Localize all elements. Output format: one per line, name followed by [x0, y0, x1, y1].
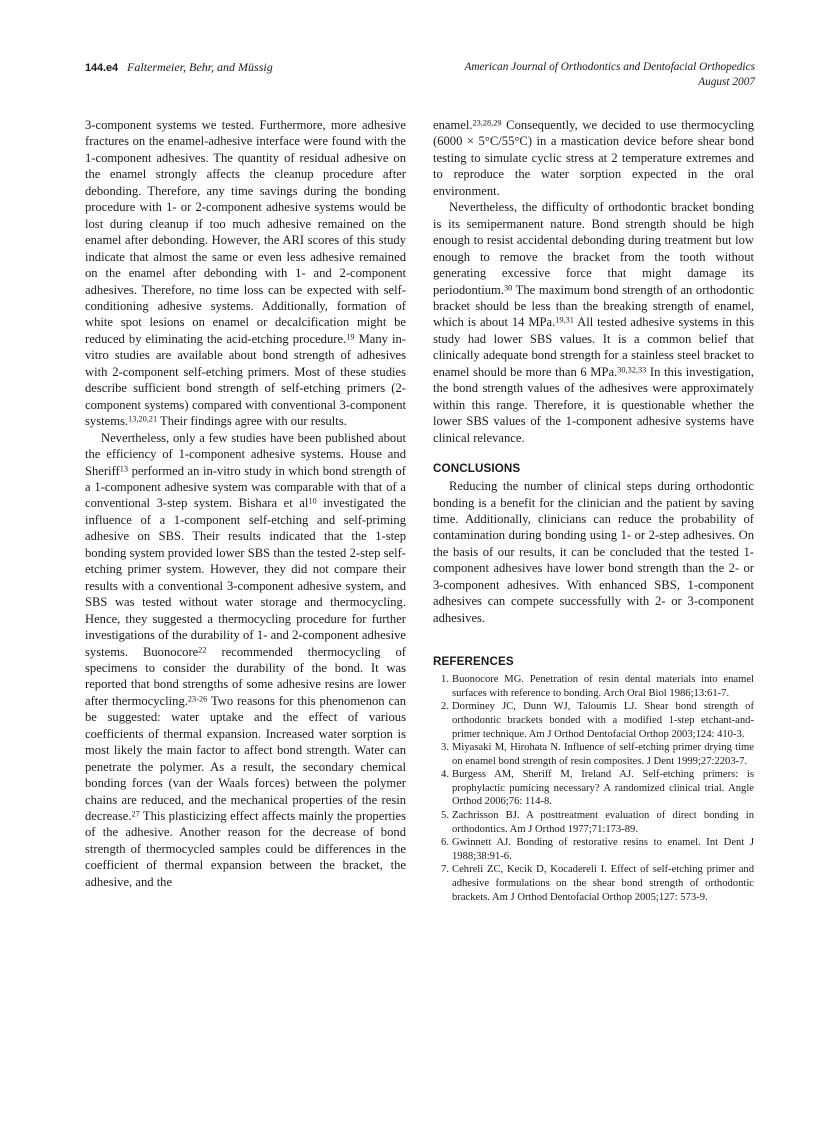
- text-run: The maximum bond strength of an orthodontic bracket should be less than the breaking strength of enamel, which is about 14 MPa.: [433, 282, 754, 330]
- running-head-right: [464, 60, 755, 89]
- text-run: This plasticizing effect affects mainly the properties of the adhesive. Another reason for the decrease of bond strength of thermocycled samples could be differences in the coefficient of thermal expansion between the bracket, the adhesive, and the: [85, 809, 406, 889]
- reference-item: Buonocore MG. Penetration of resin dental materials into enamel surfaces with reference to bonding. Arch Oral Biol 1986;13:61-7.: [452, 674, 754, 699]
- reference-item: Burgess AM, Sheriff M, Ireland AJ. Self-etching primers: is prophylactic pumicing necessary? A randomized clinical trial. Angle Orthod 2006;76: 114-8.: [452, 769, 754, 808]
- text-run: Two reasons for this phenomenon can be suggested: water uptake and the effect of various coefficients of thermal expansion. Increased water sorption is most likely the main factor to affect bond strength. Water can penetrate the polymer. As a result, the secondary chemical bonding forces (van der Waals forces) between the polymer chains are reduced, and the mechanical properties of the resin decrease.: [85, 693, 406, 824]
- reference-item: Cehreli ZC, Kecik D, Kocadereli I. Effect of self-etching primer and adhesive formulations on the shear bond strength of orthodontic brackets. Am J Orthod Dentofacial Orthop 2005;127: 573-9.: [452, 864, 754, 903]
- issue-date: August 2007: [698, 75, 755, 88]
- reference-list: [433, 673, 754, 904]
- running-head-left: [85, 60, 273, 76]
- paragraph: [85, 430, 406, 891]
- citation-ref: 23-26: [187, 694, 208, 704]
- reference-item: Miyasaki M, Hirohata N. Influence of self-etching primer drying time on enamel bond strength of resin composites. J Dent 1999;27:2203-7.: [452, 742, 754, 767]
- citation-ref: 23,28,29: [472, 118, 502, 128]
- text-run: Their findings agree with our results.: [157, 414, 347, 429]
- citation-ref: 13,20,21: [128, 414, 158, 424]
- text-run: Consequently, we decided to use thermocycling (6000 × 5°C/55°C) in a mastication device before shear bond testing to simulate cyclic stress at 2 temperature extremes and to reproduce the water sorption expected in the oral environment.: [433, 118, 754, 198]
- running-head-authors: Faltermeier, Behr, and Müssig: [127, 60, 273, 74]
- text-run: 3-component systems we tested. Furthermore, more adhesive fractures on the enamel-adhesive interface were found with the 1-component adhesives. The quantity of residual adhesive on the enamel strongly affects the cleanup procedure after debonding. Therefore, any time savings during the bonding procedure with 1- or 2-component adhesive systems would be lost during cleanup if too much adhesive remained on the enamel after debonding. However, the ARI scores of this study indicate that almost the same or even less adhesive remained on the enamel after debonding with 1- and 2-component adhesives. Therefore, no time loss can be expected with self-conditioning adhesive systems. Additionally, formation of white spot lesions on enamel or decalcification might be reduced by eliminating the acid-etching procedure.: [85, 118, 406, 346]
- citation-ref: 19: [346, 332, 355, 342]
- text-run: Many in-vitro studies are available about bond strength of adhesives with 2-component self-etching primers. Most of these studies describe sufficient bond strength of self-etching primers (2-component systems) compared with conventional 3-component systems.: [85, 331, 407, 429]
- page-folio: 144.e4: [85, 62, 119, 74]
- citation-ref: 10: [308, 496, 317, 506]
- text-run: In this investigation, the bond strength values of the adhesives were approximately within this range. Therefore, it is questionable whether the lower SBS values of the 1-component adhesive systems have clinical relevance.: [433, 364, 754, 445]
- text-run: performed an in-vitro study in which bond strength of a 1-component adhesive system was comparable with that of a conventional 3-step system. Bishara et al: [85, 463, 406, 511]
- column-left: [85, 117, 406, 1067]
- text-run: investigated the influence of a 1-component self-etching and self-priming adhesive on SBS. Their results indicated that the 1-step bonding system provided lower SBS than the tested 2-step self-etching primer system. However, they did not compare their results with a conventional 3-component adhesive system, and SBS was tested without water storage and thermocycling. Hence, they suggested a thermocycling procedure for further investigations of the durability of 1- and 2-component adhesive systems. Buonocore: [85, 496, 406, 659]
- citation-ref: 27: [131, 809, 140, 819]
- heading-references: REFERENCES: [433, 655, 514, 669]
- reference-item: Gwinnett AJ. Bonding of restorative resins to enamel. Int Dent J 1988;38:91-6.: [452, 837, 754, 862]
- citation-ref: 19,31: [555, 315, 574, 325]
- text-run: recommended thermocycling of specimens to consider the durability of the bond. It was reported that bond strengths of some adhesive resins are lower after thermocycling.: [85, 644, 406, 708]
- text-run: Nevertheless, only a few studies have been published about the efficiency of 1-component adhesive systems. House and Sheriff: [85, 430, 406, 478]
- citation-ref: 22: [198, 645, 207, 655]
- running-head: [85, 60, 755, 89]
- citation-ref: 30: [504, 283, 513, 293]
- column-right: [433, 117, 754, 1067]
- citation-ref: 30,32,33: [617, 365, 647, 375]
- journal-title: American Journal of Orthodontics and Dentofacial Orthopedics: [464, 61, 755, 73]
- reference-item: Dorminey JC, Dunn WJ, Taloumis LJ. Shear bond strength of orthodontic brackets bonded with a modified 1-step etchant-and-primer technique. Am J Orthod Dentofacial Orthop 2003;124: 410-3.: [452, 701, 754, 740]
- reference-item: Zachrisson BJ. A posttreatment evaluation of direct bonding in orthodontics. Am J Orthod 1977;71:173-89.: [452, 810, 754, 835]
- paragraph-continuation: [433, 117, 754, 199]
- paragraph-conclusions: Reducing the number of clinical steps during orthodontic bonding is a benefit for the clinician and the patient by saving time. Additionally, clinicians can reduce the probability of contamination during bonding using 1- or 2-step adhesives. On the basis of our results, it can be concluded that the tested 1-component adhesives have lower bond strength than the 2- or 3-component adhesives. With enhanced SBS, 1-component adhesives can compete successfully with 2- or 3-component adhesives.: [433, 479, 754, 625]
- text-run: All tested adhesive systems in this study had lower SBS values. It is a common belief that clinically adequate bond strength for a stainless steel bracket to enamel should be more than 6 MPa.: [433, 315, 754, 379]
- text-run: enamel.: [433, 118, 473, 132]
- text-run: Nevertheless, the difficulty of orthodontic bracket bonding is its semipermanent nature. Bond strength should be high enough to resist accidental debonding during treatment but low enough to remove the bracket from the tooth without generating excessive force that might damage its periodontium.: [433, 200, 754, 297]
- article-body: [85, 117, 755, 1067]
- paragraph-continuation: [85, 117, 406, 430]
- heading-conclusions: CONCLUSIONS: [433, 462, 521, 476]
- paragraph: [433, 199, 754, 446]
- citation-ref: 13: [119, 464, 129, 474]
